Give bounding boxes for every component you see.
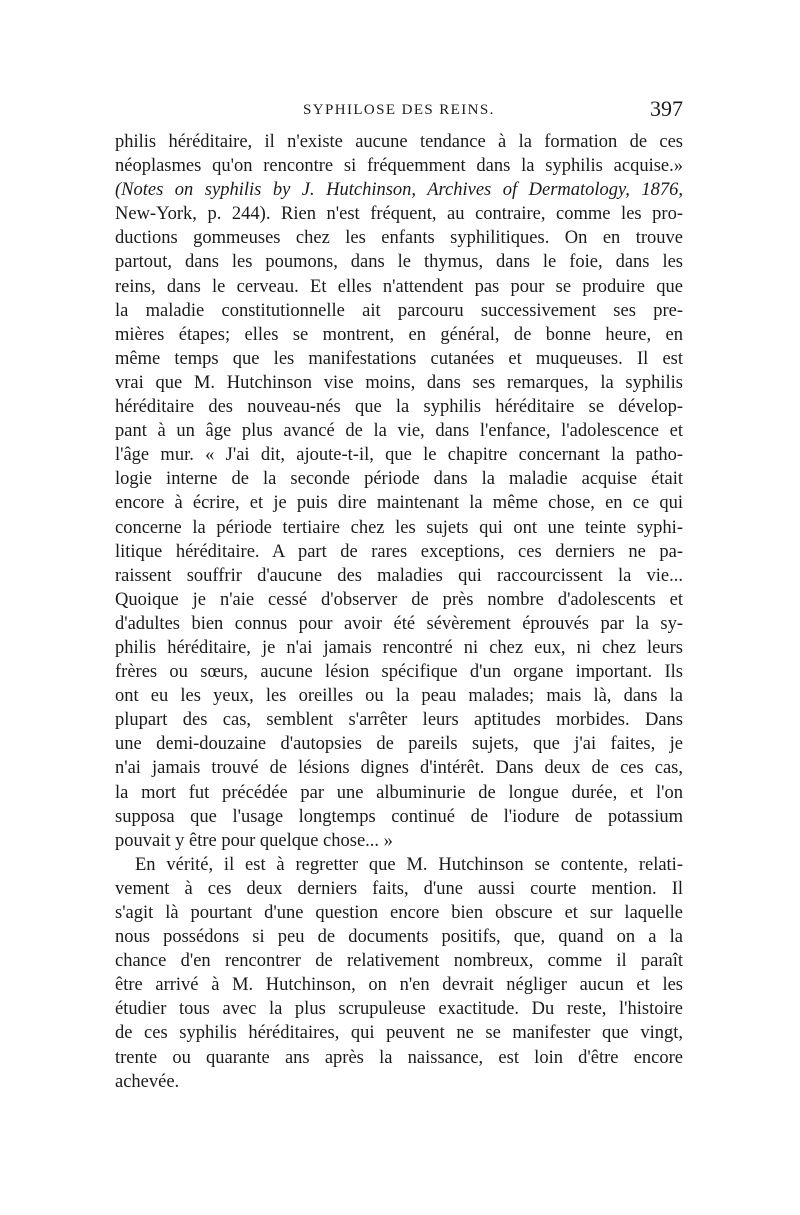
text-line: de ces syphilis héréditaires, qui peuvent ne se manifester que vingt, [115, 1023, 683, 1044]
text-line: l'âge mur. « J'ai dit, ajoute-t-il, que le chapitre concernant la patho- [115, 445, 683, 466]
running-title: SYPHILOSE DES REINS. [303, 102, 495, 118]
text-line: la maladie constitutionnelle ait parcouru successivement ses pre- [115, 300, 683, 321]
text-line: frères ou sœurs, aucune lésion spécifique d'un organe important. Ils [115, 662, 683, 683]
text-line: vement à ces deux derniers faits, d'une aussi courte mention. Il [115, 878, 683, 899]
text-line: supposa que l'usage longtemps continué de l'iodure de potassium [115, 806, 683, 827]
page-header [115, 96, 683, 126]
text-line: pouvait y être pour quelque chose... » [115, 830, 393, 851]
text-line: nous possédons si peu de documents positifs, que, quand on a la [115, 927, 683, 948]
text-line: encore à écrire, et je puis dire maintenant la même chose, en ce qui [115, 493, 683, 514]
body-text [115, 130, 683, 1094]
text-line: étudier tous avec la plus scrupuleuse exactitude. Du reste, l'histoire [115, 999, 683, 1020]
text-line: philis héréditaire, je n'ai jamais rencontré ni chez eux, ni chez leurs [115, 637, 683, 658]
text-line: la mort fut précédée par une albuminurie de longue durée, et l'on [115, 782, 683, 803]
text-line: concerne la période tertiaire chez les sujets qui ont une teinte syphi- [115, 517, 683, 538]
page-number: 397 [650, 96, 683, 121]
text-line: New-York, p. 244). Rien n'est fréquent, au contraire, comme les pro- [115, 204, 683, 225]
text-line: héréditaire des nouveau-nés que la syphilis héréditaire se dévelop- [115, 397, 683, 418]
text-line: philis héréditaire, il n'existe aucune tendance à la formation de ces [115, 132, 683, 152]
text-line: En vérité, il est à regretter que M. Hutchinson se contente, relati- [135, 854, 683, 875]
text-line: raissent souffrir d'aucune des maladies qui raccourcissent la vie... [115, 565, 683, 586]
text-line: ductions gommeuses chez les enfants syphilitiques. On en trouve [115, 228, 683, 249]
text-line: achevée. [115, 1071, 180, 1092]
text-line: logie interne de la seconde période dans la maladie acquise était [115, 469, 683, 490]
text-line: Quoique je n'aie cessé d'observer de près nombre d'adolescents et [115, 589, 683, 610]
text-line: (Notes on syphilis by J. Hutchinson, Archives of Dermatology, 1876, [115, 180, 683, 201]
text-line: reins, dans le cerveau. Et elles n'attendent pas pour se produire que [115, 276, 683, 297]
text-line: d'adultes bien connus pour avoir été sévèrement éprouvés par la sy- [115, 613, 683, 634]
text-line: même temps que les manifestations cutanées et muqueuses. Il est [115, 348, 683, 369]
text-line: plupart des cas, semblent s'arrêter leurs aptitudes morbides. Dans [115, 710, 683, 731]
text-line: partout, dans les poumons, dans le thymus, dans le foie, dans les [115, 252, 683, 273]
text-line: être arrivé à M. Hutchinson, on n'en devrait négliger aucun et les [115, 975, 683, 996]
text-line: litique héréditaire. A part de rares exceptions, ces derniers ne pa- [115, 541, 683, 562]
text-line: chance d'en rencontrer de relativement nombreux, comme il paraît [115, 951, 683, 972]
text-line: une demi-douzaine d'autopsies de pareils sujets, que j'ai faites, je [115, 734, 683, 755]
text-line: pant à un âge plus avancé de la vie, dans l'enfance, l'adolescence et [115, 421, 683, 442]
text-line: mières étapes; elles se montrent, en général, de bonne heure, en [115, 324, 683, 345]
text-line: néoplasmes qu'on rencontre si fréquemment dans la syphilis acquise.» [115, 156, 683, 177]
text-line: vrai que M. Hutchinson vise moins, dans ses remarques, la syphilis [115, 372, 683, 393]
text-line: n'ai jamais trouvé de lésions dignes d'intérêt. Dans deux de ces cas, [115, 758, 683, 779]
text-line: ont eu les yeux, les oreilles ou la peau malades; mais là, dans la [115, 686, 683, 707]
text-line: s'agit là pourtant d'une question encore bien obscure et sur laquelle [115, 903, 683, 923]
text-line: trente ou quarante ans après la naissance, est loin d'être encore [115, 1047, 683, 1068]
